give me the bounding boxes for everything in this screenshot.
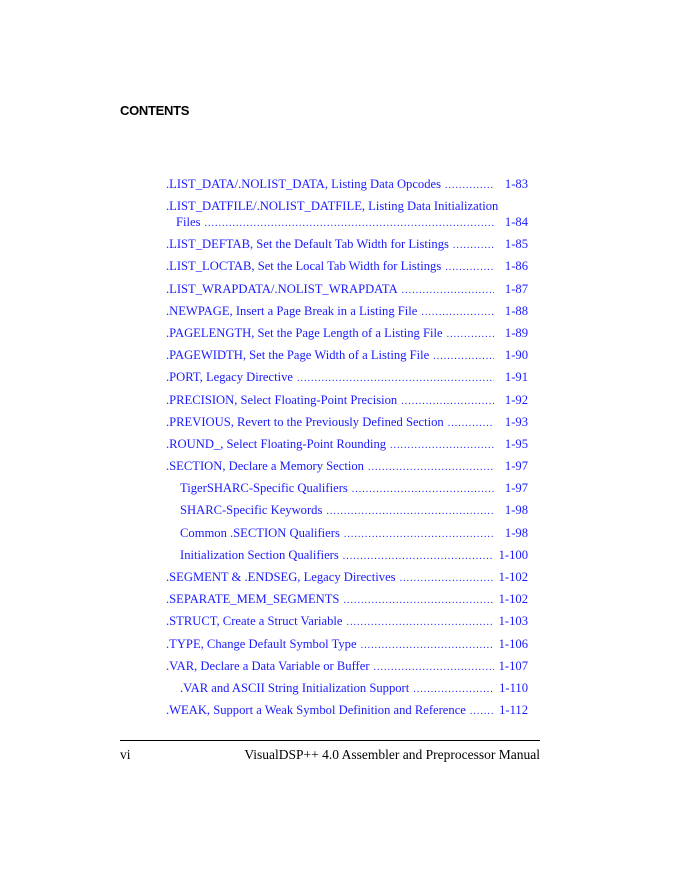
toc-leader bbox=[347, 615, 494, 631]
toc-entry-page: 1-90 bbox=[504, 348, 528, 363]
toc-entry-page: 1-102 bbox=[498, 570, 528, 584]
toc-entry-title: .PORT, Legacy Directive bbox=[166, 370, 294, 385]
toc-entry-page: 1-85 bbox=[504, 237, 528, 252]
toc-entry-title: .LIST_DATFILE/.NOLIST_DATFILE, Listing Data Initialization bbox=[166, 199, 499, 214]
toc-entry-page: 1-84 bbox=[504, 215, 528, 230]
toc-entry-title: SHARC-Specific Keywords bbox=[180, 503, 323, 518]
toc-entry-title: .PAGEWIDTH, Set the Page Width of a Listing File bbox=[166, 348, 430, 363]
toc-entry-page: 1-110 bbox=[499, 680, 528, 695]
toc-leader bbox=[374, 660, 494, 676]
toc-leader bbox=[368, 460, 494, 476]
toc-leader bbox=[448, 416, 494, 432]
page-title: CONTENTS bbox=[120, 103, 190, 118]
toc-entry-title: .ROUND_, Select Floating-Point Rounding bbox=[166, 436, 387, 451]
toc-entry-title: .PRECISION, Select Floating-Point Precision bbox=[166, 392, 398, 407]
toc-entry-page: 1-86 bbox=[504, 259, 528, 274]
footer-page-number: vi bbox=[120, 747, 131, 762]
toc-leader bbox=[297, 371, 494, 387]
toc-entry-sharc-keywords[interactable] bbox=[166, 502, 528, 524]
toc-entry-page: 1-93 bbox=[504, 414, 528, 429]
toc-entry-var-ascii-string[interactable] bbox=[166, 680, 528, 702]
toc-entry-title: .STRUCT, Create a Struct Variable bbox=[166, 614, 343, 629]
toc-leader bbox=[445, 178, 494, 194]
toc-entry-separate-mem-segments[interactable] bbox=[166, 591, 528, 613]
toc-leader bbox=[402, 283, 494, 299]
toc-entry-pagelength[interactable] bbox=[166, 325, 528, 347]
toc-entry-page: 1-107 bbox=[498, 658, 528, 673]
toc-leader bbox=[390, 438, 494, 454]
toc-entry-title-continued: Files bbox=[176, 215, 201, 230]
toc-entry-page: 1-97 bbox=[504, 459, 528, 474]
toc-entry-page: 1-98 bbox=[504, 503, 528, 518]
toc-entry-title: .NEWPAGE, Insert a Page Break in a Listing File bbox=[166, 303, 418, 318]
footer-manual-title: VisualDSP++ 4.0 Assembler and Preprocessor Manual bbox=[244, 747, 540, 762]
toc-entry-title: Common .SECTION Qualifiers bbox=[180, 525, 340, 540]
toc-entry-list-deftab[interactable] bbox=[166, 236, 528, 258]
toc-leader bbox=[361, 638, 494, 654]
toc-entry-page: 1-102 bbox=[498, 592, 528, 607]
toc-entry-title: .PREVIOUS, Revert to the Previously Defined Section bbox=[166, 414, 444, 429]
toc-entry-title: .SECTION, Declare a Memory Section bbox=[166, 459, 364, 474]
toc-entry-page: 1-95 bbox=[504, 436, 528, 451]
toc-entry-page: 1-92 bbox=[504, 392, 528, 407]
toc-entry-pagewidth[interactable] bbox=[166, 347, 528, 369]
toc-entry-weak[interactable] bbox=[166, 702, 528, 724]
toc-entry-title: .VAR, Declare a Data Variable or Buffer bbox=[166, 658, 370, 673]
toc-entry-segment-endseg[interactable] bbox=[166, 569, 528, 591]
toc-entry-page: 1-112 bbox=[499, 703, 528, 718]
toc-entry-page: 1-97 bbox=[504, 481, 528, 496]
toc-entry-section[interactable] bbox=[166, 458, 528, 480]
toc-entry-title: .LIST_WRAPDATA/.NOLIST_WRAPDATA bbox=[166, 281, 398, 296]
toc-entry-title: .PAGELENGTH, Set the Page Length of a Listing File bbox=[166, 325, 443, 340]
toc-entry-var[interactable] bbox=[166, 658, 528, 680]
toc-entry-struct[interactable] bbox=[166, 613, 528, 635]
toc-entry-title: .VAR and ASCII String Initialization Support bbox=[180, 680, 410, 695]
toc-entry-list-data[interactable] bbox=[166, 176, 528, 198]
toc-leader bbox=[447, 327, 494, 343]
toc-leader bbox=[343, 593, 494, 609]
toc-leader bbox=[453, 238, 494, 254]
toc-entry-title: .SEGMENT & .ENDSEG, Legacy Directives bbox=[166, 570, 396, 584]
table-of-contents bbox=[166, 176, 528, 724]
toc-entry-list-datfile[interactable] bbox=[166, 198, 528, 236]
toc-leader bbox=[401, 394, 494, 410]
toc-leader bbox=[445, 260, 494, 276]
toc-entry-list-loctab[interactable] bbox=[166, 258, 528, 280]
toc-entry-list-wrapdata[interactable] bbox=[166, 281, 528, 303]
toc-entry-round[interactable] bbox=[166, 436, 528, 458]
toc-entry-previous[interactable] bbox=[166, 414, 528, 436]
toc-leader bbox=[413, 682, 494, 698]
toc-entry-page: 1-87 bbox=[504, 281, 528, 296]
toc-leader bbox=[433, 349, 494, 365]
toc-entry-page: 1-100 bbox=[498, 547, 528, 562]
toc-entry-title: .LIST_DATA/.NOLIST_DATA, Listing Data Opcodes bbox=[166, 177, 442, 191]
toc-entry-precision[interactable] bbox=[166, 392, 528, 414]
footer-rule bbox=[120, 740, 540, 741]
toc-leader bbox=[205, 216, 495, 232]
toc-entry-title: Initialization Section Qualifiers bbox=[180, 547, 339, 562]
toc-leader bbox=[421, 305, 494, 321]
toc-entry-common-section-qualifiers[interactable] bbox=[166, 525, 528, 547]
toc-leader bbox=[400, 571, 494, 587]
toc-entry-page: 1-88 bbox=[504, 303, 528, 318]
toc-entry-title: .SEPARATE_MEM_SEGMENTS bbox=[166, 592, 340, 607]
toc-entry-tigersharc-qualifiers[interactable] bbox=[166, 480, 528, 502]
toc-entry-page: 1-89 bbox=[504, 325, 528, 340]
toc-entry-initialization-section-qualifiers[interactable] bbox=[166, 547, 528, 569]
toc-entry-newpage[interactable] bbox=[166, 303, 528, 325]
toc-entry-title: .LIST_DEFTAB, Set the Default Tab Width for Listings bbox=[166, 237, 449, 252]
toc-leader bbox=[326, 504, 494, 520]
toc-entry-title: .WEAK, Support a Weak Symbol Definition and Reference bbox=[166, 703, 466, 718]
toc-entry-page: 1-98 bbox=[504, 525, 528, 540]
toc-leader bbox=[343, 549, 494, 565]
toc-entry-page: 1-103 bbox=[498, 614, 528, 629]
toc-entry-title: TigerSHARC-Specific Qualifiers bbox=[180, 481, 348, 496]
toc-leader bbox=[470, 704, 494, 720]
toc-entry-type[interactable] bbox=[166, 636, 528, 658]
toc-leader bbox=[352, 482, 494, 498]
toc-leader bbox=[344, 527, 494, 543]
toc-entry-page: 1-106 bbox=[498, 636, 528, 651]
toc-entry-port[interactable] bbox=[166, 369, 528, 391]
toc-entry-page: 1-91 bbox=[504, 370, 528, 385]
toc-entry-page: 1-83 bbox=[504, 177, 528, 191]
toc-entry-title: .TYPE, Change Default Symbol Type bbox=[166, 636, 357, 651]
toc-entry-title: .LIST_LOCTAB, Set the Local Tab Width for Listings bbox=[166, 259, 442, 274]
